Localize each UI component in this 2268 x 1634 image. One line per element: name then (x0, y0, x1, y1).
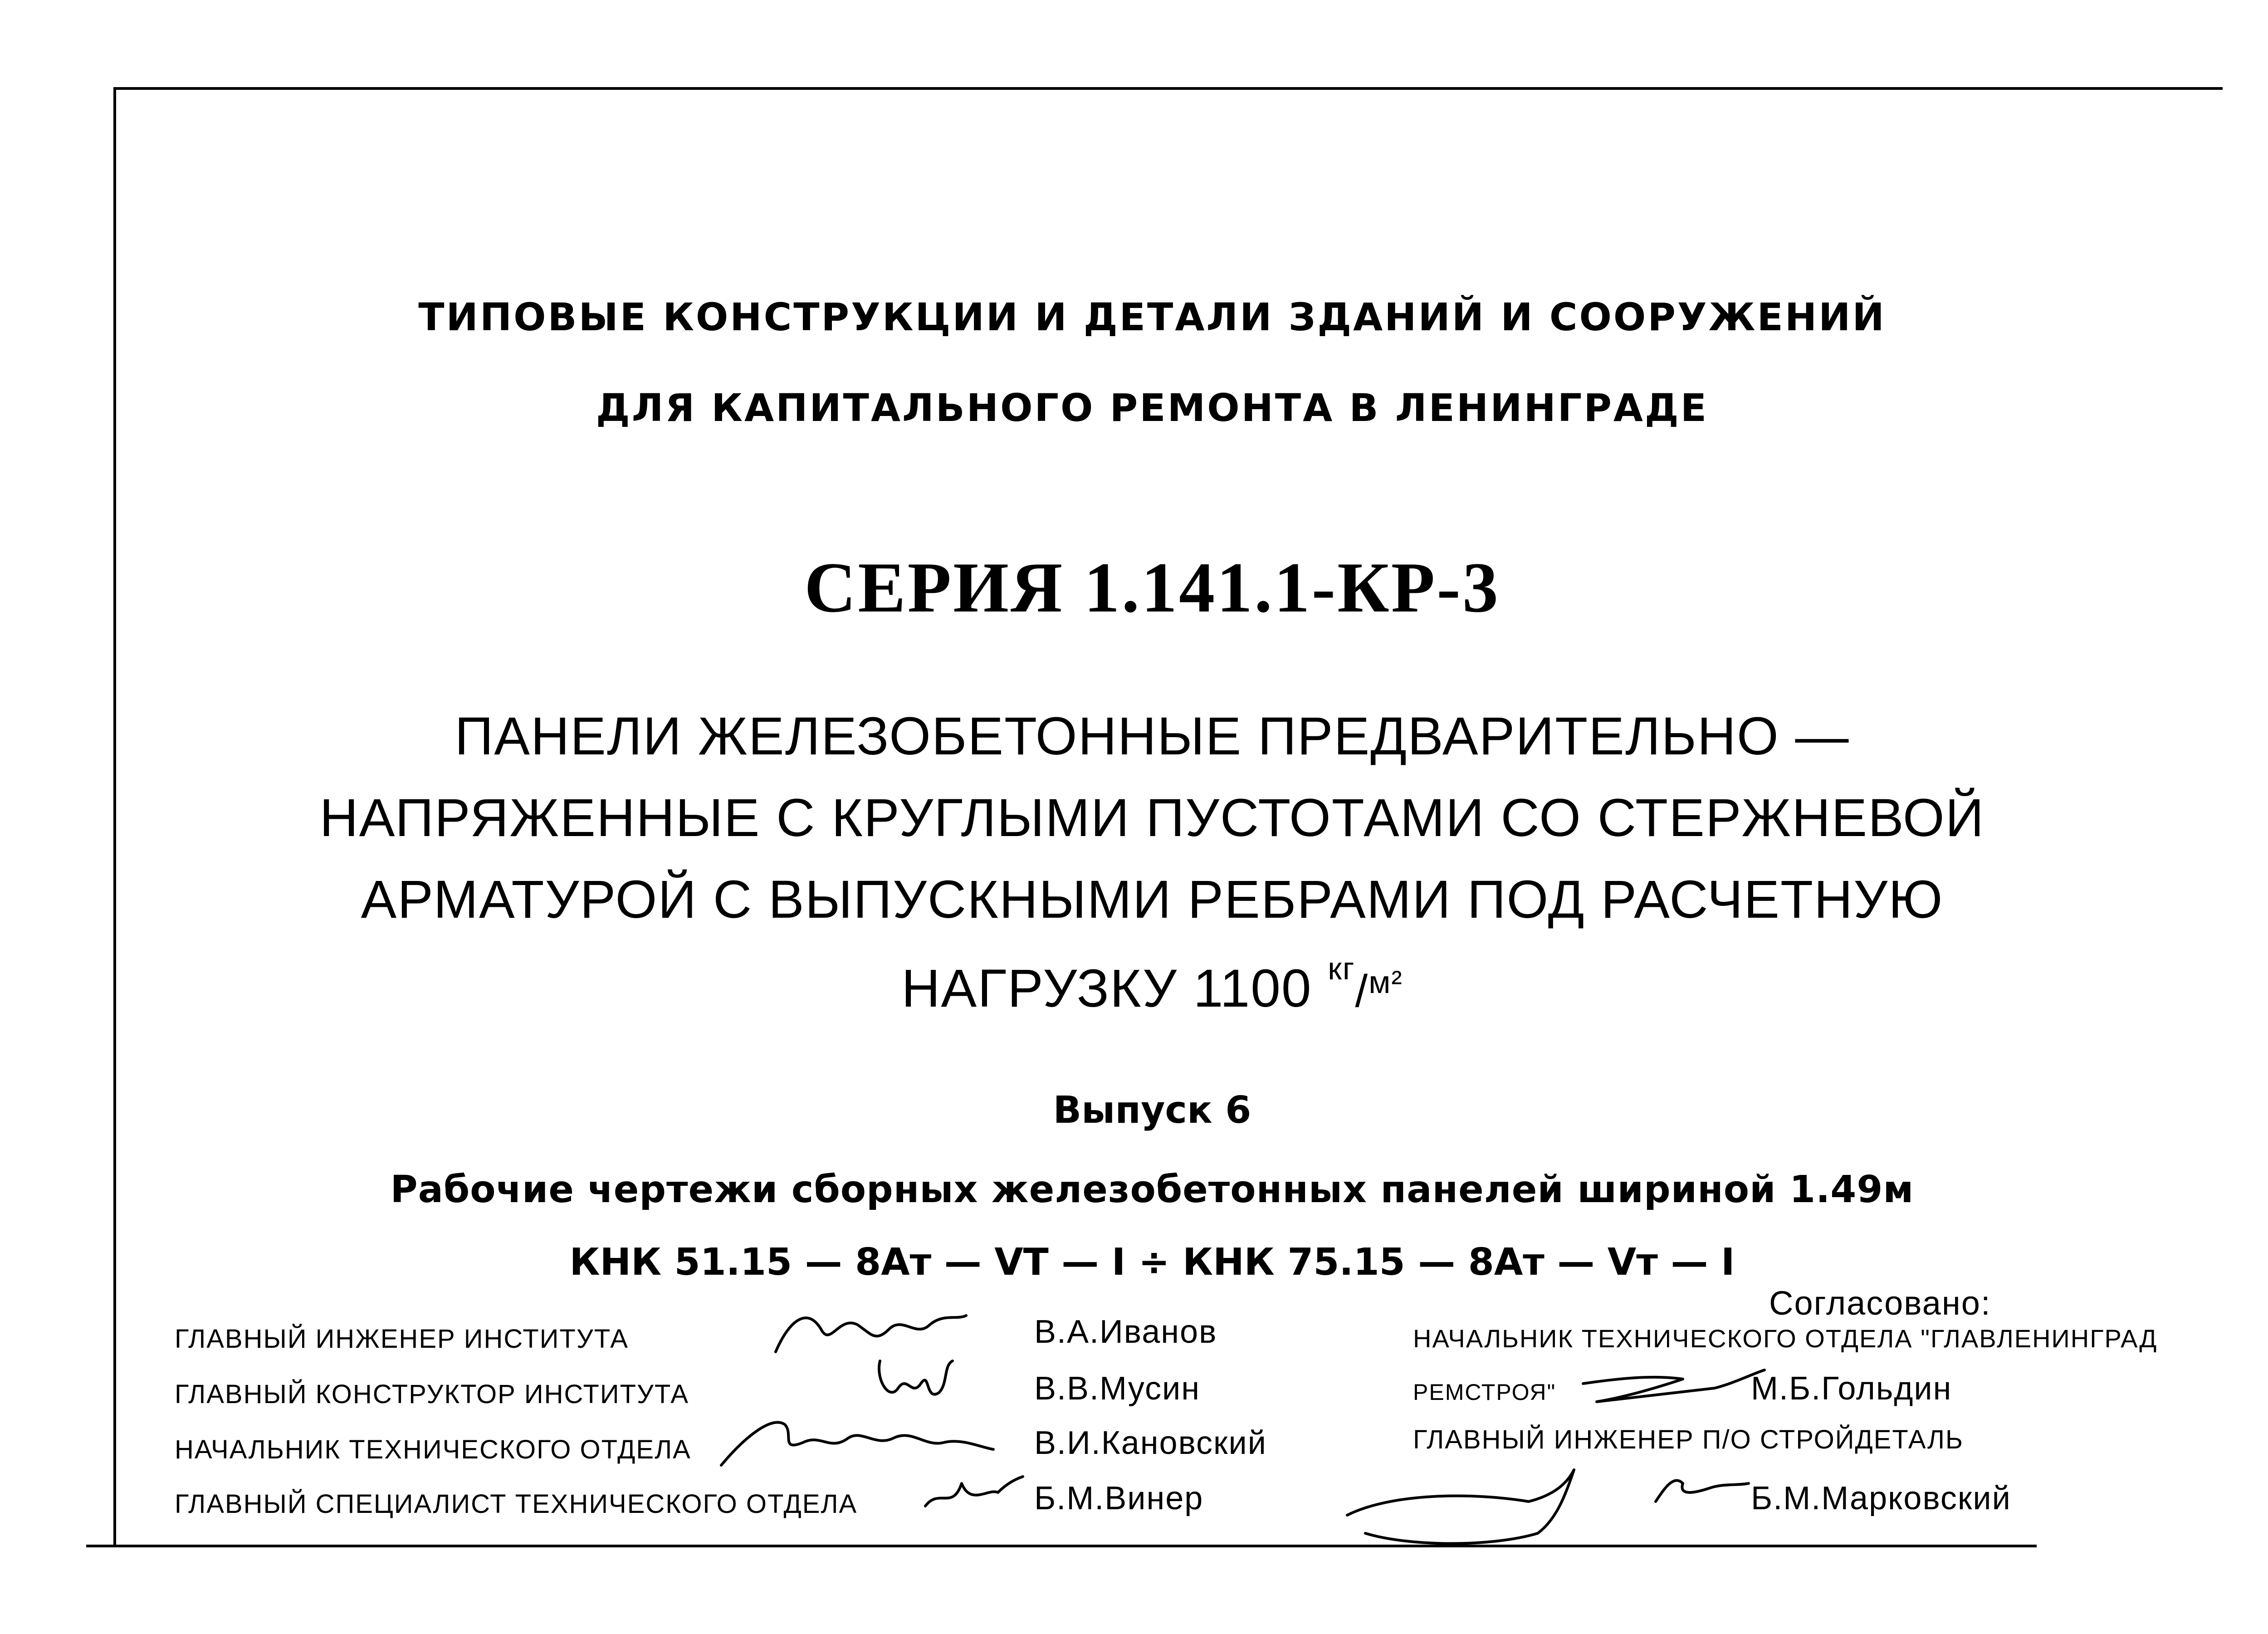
approval-name-markovsky: Б.М.Марковский (1751, 1480, 2011, 1517)
panel-range: КНК 51.15 — 8Ат — VТ — I ÷ КНК 75.15 — 8Ат — Vт — I (569, 1241, 1735, 1284)
signature-winer (921, 1465, 1025, 1515)
signatory-name: В.И.Кановский (1034, 1425, 1267, 1461)
approval-name-goldin: М.Б.Гольдин (1751, 1370, 1952, 1407)
signatory-role: ГЛАВНЫЙ КОНСТРУКТОР ИНСТИТУТА (175, 1380, 689, 1409)
approval-role-2: РЕМСТРОЯ" (1413, 1380, 1556, 1405)
subject-line-1: ПАНЕЛИ ЖЕЛЕЗОБЕТОННЫЕ ПРЕДВАРИТЕЛЬНО — (455, 706, 1850, 766)
issue-number: Выпуск 6 (1053, 1089, 1251, 1132)
load-value: НАГРУЗКУ 1100 (901, 959, 1312, 1018)
signature-kanovsky (717, 1411, 998, 1470)
signatory-name: В.А.Иванов (1034, 1314, 1217, 1350)
series-title: СЕРИЯ 1.141.1-КР-3 (804, 548, 1500, 627)
subject-line-4: НАГРУЗКУ 1100 $^{кг}$/$^{м^2}$ (901, 951, 1403, 1018)
approval-role-3: ГЛАВНЫЙ ИНЖЕНЕР П/О СТРОЙДЕТАЛЬ (1413, 1425, 1964, 1454)
approval-title: Согласовано: (1769, 1284, 1991, 1322)
description: Рабочие чертежи сборных железобетонных панелей шириной 1.49м (390, 1168, 1914, 1211)
signatory-role: ГЛАВНЫЙ СПЕЦИАЛИСТ ТЕХНИЧЕСКОГО ОТДЕЛА (175, 1489, 858, 1519)
signatory-role: НАЧАЛЬНИК ТЕХНИЧЕСКОГО ОТДЕЛА (175, 1435, 691, 1464)
signature-approval-lower (1338, 1461, 1610, 1551)
load-unit-numerator: кг (1328, 951, 1355, 986)
frame-bottom-line (86, 1545, 2037, 1547)
approval-role-1: НАЧАЛЬНИК ТЕХНИЧЕСКОГО ОТДЕЛА "ГЛАВЛЕНИНГРАД (1413, 1324, 2158, 1353)
signatory-role: ГЛАВНЫЙ ИНЖЕНЕР ИНСТИТУТА (175, 1324, 629, 1354)
signature-markovsky (1647, 1470, 1751, 1511)
load-unit-denominator: м² (1369, 964, 1403, 1000)
frame-top-line (113, 87, 2223, 90)
signatory-name: В.В.Мусин (1034, 1370, 1201, 1407)
header-line-2: ДЛЯ КАПИТАЛЬНОГО РЕМОНТА В ЛЕНИНГРАДЕ (596, 386, 1709, 430)
subject-line-3: АРМАТУРОЙ С ВЫПУСКНЫМИ РЕБРАМИ ПОД РАСЧЕТНУЮ (361, 870, 1944, 930)
subject-line-2: НАПРЯЖЕННЫЕ С КРУГЛЫМИ ПУСТОТАМИ СО СТЕРЖНЕВОЙ (319, 788, 1985, 848)
signature-musin (871, 1352, 962, 1411)
header-line-1: ТИПОВЫЕ КОНСТРУКЦИИ И ДЕТАЛИ ЗДАНИЙ И СООРУЖЕНИЙ (418, 295, 1886, 339)
signature-goldin (1579, 1365, 1769, 1420)
signatory-name: Б.М.Винер (1034, 1480, 1204, 1517)
